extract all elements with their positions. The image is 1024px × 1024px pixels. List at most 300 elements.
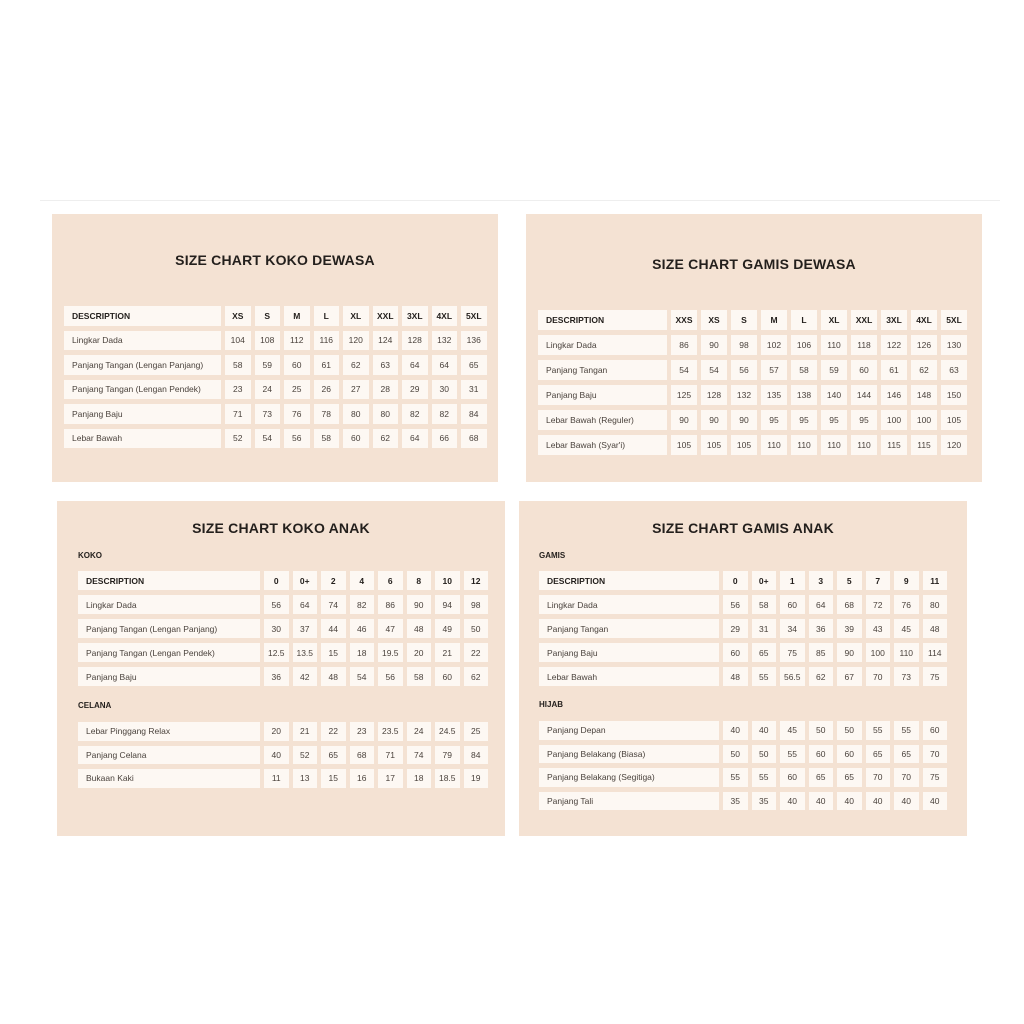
size-value: 54	[350, 667, 375, 686]
table-row	[539, 792, 951, 811]
size-value: 80	[373, 404, 399, 424]
header-size: XXL	[851, 310, 877, 330]
header-size: M	[761, 310, 787, 330]
size-value: 27	[343, 380, 369, 400]
row-label: Panjang Tangan (Lengan Panjang)	[64, 355, 221, 375]
size-value: 48	[321, 667, 346, 686]
size-value: 19	[464, 769, 489, 788]
row-label: Panjang Celana	[78, 746, 260, 765]
size-value: 110	[851, 435, 877, 455]
size-table-hijab	[539, 721, 951, 815]
table-row	[78, 769, 492, 788]
size-value: 22	[464, 643, 489, 662]
size-value: 60	[343, 429, 369, 449]
size-value: 62	[373, 429, 399, 449]
size-value: 39	[837, 619, 862, 638]
size-value: 148	[911, 385, 937, 405]
header-size: 0+	[293, 571, 318, 590]
size-value: 50	[809, 721, 834, 740]
size-value: 61	[881, 360, 907, 380]
size-value: 74	[407, 746, 432, 765]
size-value: 52	[293, 746, 318, 765]
size-value: 46	[350, 619, 375, 638]
size-value: 24	[407, 722, 432, 741]
size-value: 78	[314, 404, 340, 424]
size-value: 62	[464, 667, 489, 686]
size-value: 105	[731, 435, 757, 455]
header-size: 4	[350, 571, 375, 590]
size-value: 56	[731, 360, 757, 380]
size-value: 65	[866, 745, 891, 764]
size-value: 65	[837, 768, 862, 787]
size-value: 110	[821, 335, 847, 355]
row-label: Lebar Bawah (Syar'i)	[538, 435, 667, 455]
size-value: 105	[671, 435, 697, 455]
size-value: 150	[941, 385, 967, 405]
size-value: 36	[809, 619, 834, 638]
size-value: 138	[791, 385, 817, 405]
size-value: 90	[837, 643, 862, 662]
size-value: 100	[881, 410, 907, 430]
size-value: 62	[911, 360, 937, 380]
size-value: 30	[432, 380, 458, 400]
size-value: 76	[284, 404, 310, 424]
header-size: 4XL	[432, 306, 458, 326]
size-value: 40	[923, 792, 948, 811]
size-value: 65	[809, 768, 834, 787]
size-value: 25	[464, 722, 489, 741]
section-label-koko: KOKO	[78, 551, 102, 560]
size-value: 37	[293, 619, 318, 638]
size-value: 29	[723, 619, 748, 638]
size-value: 49	[435, 619, 460, 638]
row-label: Panjang Tangan (Lengan Pendek)	[78, 643, 260, 662]
panel-title: SIZE CHART GAMIS ANAK	[652, 520, 834, 536]
row-label: Panjang Baju	[539, 643, 719, 662]
size-value: 19.5	[378, 643, 403, 662]
header-size: XS	[225, 306, 251, 326]
size-value: 36	[264, 667, 289, 686]
size-value: 120	[941, 435, 967, 455]
size-value: 55	[723, 768, 748, 787]
size-value: 95	[821, 410, 847, 430]
size-value: 104	[225, 331, 251, 351]
row-label: Lingkar Dada	[64, 331, 221, 351]
size-value: 57	[761, 360, 787, 380]
row-label: Bukaan Kaki	[78, 769, 260, 788]
table-row	[538, 360, 971, 380]
size-value: 63	[373, 355, 399, 375]
size-value: 60	[723, 643, 748, 662]
header-size: 3	[809, 571, 834, 590]
size-value: 136	[461, 331, 487, 351]
size-value: 44	[321, 619, 346, 638]
size-value: 64	[432, 355, 458, 375]
size-value: 65	[894, 745, 919, 764]
row-label: Panjang Tali	[539, 792, 719, 811]
size-value: 73	[894, 667, 919, 686]
size-value: 66	[432, 429, 458, 449]
size-table-koko	[78, 571, 492, 691]
size-value: 58	[752, 595, 777, 614]
row-label: Panjang Depan	[539, 721, 719, 740]
size-value: 72	[866, 595, 891, 614]
row-label: Panjang Belakang (Segitiga)	[539, 768, 719, 787]
size-value: 55	[752, 667, 777, 686]
size-value: 95	[761, 410, 787, 430]
size-value: 25	[284, 380, 310, 400]
header-size: S	[731, 310, 757, 330]
table-row	[538, 335, 971, 355]
size-value: 16	[350, 769, 375, 788]
header-size: 0+	[752, 571, 777, 590]
size-value: 70	[894, 768, 919, 787]
size-value: 115	[881, 435, 907, 455]
top-divider-line	[40, 200, 1000, 201]
size-value: 59	[821, 360, 847, 380]
row-label: Panjang Tangan (Lengan Pendek)	[64, 380, 221, 400]
header-row	[538, 310, 971, 330]
size-value: 61	[314, 355, 340, 375]
size-value: 21	[435, 643, 460, 662]
size-value: 108	[255, 331, 281, 351]
size-value: 98	[731, 335, 757, 355]
size-value: 132	[731, 385, 757, 405]
size-value: 34	[780, 619, 805, 638]
header-size: XXL	[373, 306, 399, 326]
size-value: 60	[851, 360, 877, 380]
size-value: 75	[923, 768, 948, 787]
size-value: 124	[373, 331, 399, 351]
table-row	[78, 595, 492, 614]
size-value: 54	[701, 360, 727, 380]
table-row	[78, 722, 492, 741]
section-label-gamis: GAMIS	[539, 551, 566, 560]
size-value: 82	[402, 404, 428, 424]
table-row	[539, 667, 951, 686]
header-size: 10	[435, 571, 460, 590]
size-value: 68	[837, 595, 862, 614]
table-row	[78, 619, 492, 638]
row-label: Panjang Tangan	[538, 360, 667, 380]
size-value: 84	[464, 746, 489, 765]
header-size: 4XL	[911, 310, 937, 330]
size-value: 18.5	[435, 769, 460, 788]
size-value: 82	[432, 404, 458, 424]
size-value: 60	[284, 355, 310, 375]
panel-title: SIZE CHART KOKO ANAK	[192, 520, 370, 536]
size-value: 105	[941, 410, 967, 430]
size-value: 40	[780, 792, 805, 811]
table-row	[64, 355, 491, 375]
size-value: 23	[350, 722, 375, 741]
size-value: 55	[752, 768, 777, 787]
size-value: 65	[461, 355, 487, 375]
size-value: 60	[809, 745, 834, 764]
size-value: 54	[671, 360, 697, 380]
header-size: 3XL	[881, 310, 907, 330]
header-size: XL	[821, 310, 847, 330]
size-value: 74	[321, 595, 346, 614]
size-value: 28	[373, 380, 399, 400]
size-value: 42	[293, 667, 318, 686]
size-value: 115	[911, 435, 937, 455]
size-value: 56	[284, 429, 310, 449]
header-size: 8	[407, 571, 432, 590]
header-size: 0	[723, 571, 748, 590]
table-row	[539, 595, 951, 614]
size-value: 128	[701, 385, 727, 405]
size-value: 40	[894, 792, 919, 811]
table-row	[539, 745, 951, 764]
header-size: L	[791, 310, 817, 330]
row-label: Lebar Bawah (Reguler)	[538, 410, 667, 430]
size-value: 73	[255, 404, 281, 424]
size-value: 24.5	[435, 722, 460, 741]
size-value: 70	[866, 768, 891, 787]
size-value: 23	[225, 380, 251, 400]
size-value: 65	[752, 643, 777, 662]
header-description: DESCRIPTION	[539, 571, 719, 590]
size-value: 106	[791, 335, 817, 355]
size-value: 90	[701, 410, 727, 430]
size-value: 18	[407, 769, 432, 788]
size-value: 40	[866, 792, 891, 811]
size-value: 45	[780, 721, 805, 740]
header-size: XL	[343, 306, 369, 326]
size-value: 56	[723, 595, 748, 614]
size-value: 110	[791, 435, 817, 455]
size-value: 55	[894, 721, 919, 740]
size-value: 105	[701, 435, 727, 455]
row-label: Panjang Tangan (Lengan Panjang)	[78, 619, 260, 638]
size-value: 40	[264, 746, 289, 765]
size-value: 35	[752, 792, 777, 811]
header-size: L	[314, 306, 340, 326]
size-table-gamis	[539, 571, 951, 691]
size-value: 11	[264, 769, 289, 788]
header-row	[78, 571, 492, 590]
row-label: Lebar Bawah	[64, 429, 221, 449]
size-value: 40	[837, 792, 862, 811]
table-row	[78, 643, 492, 662]
row-label: Lebar Pinggang Relax	[78, 722, 260, 741]
table-row	[539, 619, 951, 638]
size-value: 58	[225, 355, 251, 375]
size-value: 140	[821, 385, 847, 405]
size-value: 50	[752, 745, 777, 764]
size-value: 50	[723, 745, 748, 764]
panel-koko-anak	[57, 501, 505, 836]
table-row	[539, 721, 951, 740]
table-row	[538, 385, 971, 405]
size-value: 70	[866, 667, 891, 686]
header-size: XXS	[671, 310, 697, 330]
size-value: 130	[941, 335, 967, 355]
header-description: DESCRIPTION	[64, 306, 221, 326]
header-size: 5XL	[461, 306, 487, 326]
size-value: 62	[343, 355, 369, 375]
table-row	[78, 746, 492, 765]
size-value: 64	[402, 355, 428, 375]
header-size: 3XL	[402, 306, 428, 326]
size-value: 56	[264, 595, 289, 614]
size-value: 67	[837, 667, 862, 686]
header-size: 1	[780, 571, 805, 590]
table-row	[539, 768, 951, 787]
size-value: 146	[881, 385, 907, 405]
size-value: 48	[923, 619, 948, 638]
table-row	[538, 410, 971, 430]
table-row	[64, 380, 491, 400]
panel-koko-dewasa	[52, 214, 498, 482]
size-value: 132	[432, 331, 458, 351]
size-value: 85	[809, 643, 834, 662]
size-value: 90	[671, 410, 697, 430]
header-size: 12	[464, 571, 489, 590]
size-value: 13.5	[293, 643, 318, 662]
header-size: 5XL	[941, 310, 967, 330]
row-label: Lebar Bawah	[539, 667, 719, 686]
header-size: 0	[264, 571, 289, 590]
size-value: 60	[780, 768, 805, 787]
size-value: 120	[343, 331, 369, 351]
size-value: 54	[255, 429, 281, 449]
size-value: 58	[791, 360, 817, 380]
size-table-celana	[78, 722, 492, 793]
panel-title: SIZE CHART KOKO DEWASA	[175, 252, 375, 268]
size-value: 60	[435, 667, 460, 686]
size-value: 68	[461, 429, 487, 449]
size-value: 48	[723, 667, 748, 686]
size-value: 135	[761, 385, 787, 405]
size-value: 21	[293, 722, 318, 741]
panel-gamis-anak	[519, 501, 967, 836]
size-value: 65	[321, 746, 346, 765]
size-value: 82	[350, 595, 375, 614]
size-value: 15	[321, 643, 346, 662]
size-value: 56.5	[780, 667, 805, 686]
header-size: 5	[837, 571, 862, 590]
header-size: 9	[894, 571, 919, 590]
size-value: 15	[321, 769, 346, 788]
table-row	[538, 435, 971, 455]
size-value: 17	[378, 769, 403, 788]
size-value: 110	[821, 435, 847, 455]
size-value: 68	[350, 746, 375, 765]
size-value: 62	[809, 667, 834, 686]
size-value: 29	[402, 380, 428, 400]
row-label: Lingkar Dada	[538, 335, 667, 355]
size-value: 110	[894, 643, 919, 662]
header-size: 7	[866, 571, 891, 590]
header-row	[539, 571, 951, 590]
size-value: 125	[671, 385, 697, 405]
size-value: 50	[464, 619, 489, 638]
table-row	[539, 643, 951, 662]
size-value: 90	[701, 335, 727, 355]
header-size: 11	[923, 571, 948, 590]
size-value: 116	[314, 331, 340, 351]
header-row	[64, 306, 491, 326]
size-value: 95	[791, 410, 817, 430]
row-label: Panjang Baju	[538, 385, 667, 405]
size-value: 55	[866, 721, 891, 740]
size-value: 64	[402, 429, 428, 449]
size-value: 58	[314, 429, 340, 449]
size-value: 71	[225, 404, 251, 424]
row-label: Panjang Belakang (Biasa)	[539, 745, 719, 764]
size-value: 90	[407, 595, 432, 614]
size-value: 23.5	[378, 722, 403, 741]
row-label: Lingkar Dada	[539, 595, 719, 614]
size-value: 102	[761, 335, 787, 355]
table-row	[64, 404, 491, 424]
row-label: Panjang Baju	[78, 667, 260, 686]
size-value: 128	[402, 331, 428, 351]
size-value: 75	[923, 667, 948, 686]
size-value: 94	[435, 595, 460, 614]
size-value: 80	[343, 404, 369, 424]
size-value: 55	[780, 745, 805, 764]
size-value: 75	[780, 643, 805, 662]
size-value: 13	[293, 769, 318, 788]
row-label: Panjang Tangan	[539, 619, 719, 638]
size-value: 40	[752, 721, 777, 740]
size-value: 40	[809, 792, 834, 811]
size-value: 86	[378, 595, 403, 614]
panel-title: SIZE CHART GAMIS DEWASA	[652, 256, 856, 272]
header-size: 6	[378, 571, 403, 590]
size-value: 76	[894, 595, 919, 614]
size-value: 98	[464, 595, 489, 614]
size-value: 60	[923, 721, 948, 740]
size-value: 48	[407, 619, 432, 638]
size-value: 100	[866, 643, 891, 662]
size-value: 45	[894, 619, 919, 638]
panel-gamis-dewasa	[526, 214, 982, 482]
size-value: 79	[435, 746, 460, 765]
header-size: 2	[321, 571, 346, 590]
row-label: Lingkar Dada	[78, 595, 260, 614]
size-value: 63	[941, 360, 967, 380]
size-value: 64	[809, 595, 834, 614]
size-value: 126	[911, 335, 937, 355]
size-value: 40	[723, 721, 748, 740]
row-label: Panjang Baju	[64, 404, 221, 424]
size-value: 90	[731, 410, 757, 430]
size-value: 122	[881, 335, 907, 355]
size-value: 56	[378, 667, 403, 686]
size-value: 58	[407, 667, 432, 686]
size-value: 18	[350, 643, 375, 662]
header-size: XS	[701, 310, 727, 330]
header-description: DESCRIPTION	[78, 571, 260, 590]
size-value: 114	[923, 643, 948, 662]
size-value: 52	[225, 429, 251, 449]
table-row	[64, 429, 491, 449]
size-value: 20	[407, 643, 432, 662]
size-value: 60	[780, 595, 805, 614]
size-value: 59	[255, 355, 281, 375]
size-value: 24	[255, 380, 281, 400]
size-value: 118	[851, 335, 877, 355]
size-value: 31	[461, 380, 487, 400]
header-description: DESCRIPTION	[538, 310, 667, 330]
table-row	[64, 331, 491, 351]
size-value: 100	[911, 410, 937, 430]
size-value: 31	[752, 619, 777, 638]
